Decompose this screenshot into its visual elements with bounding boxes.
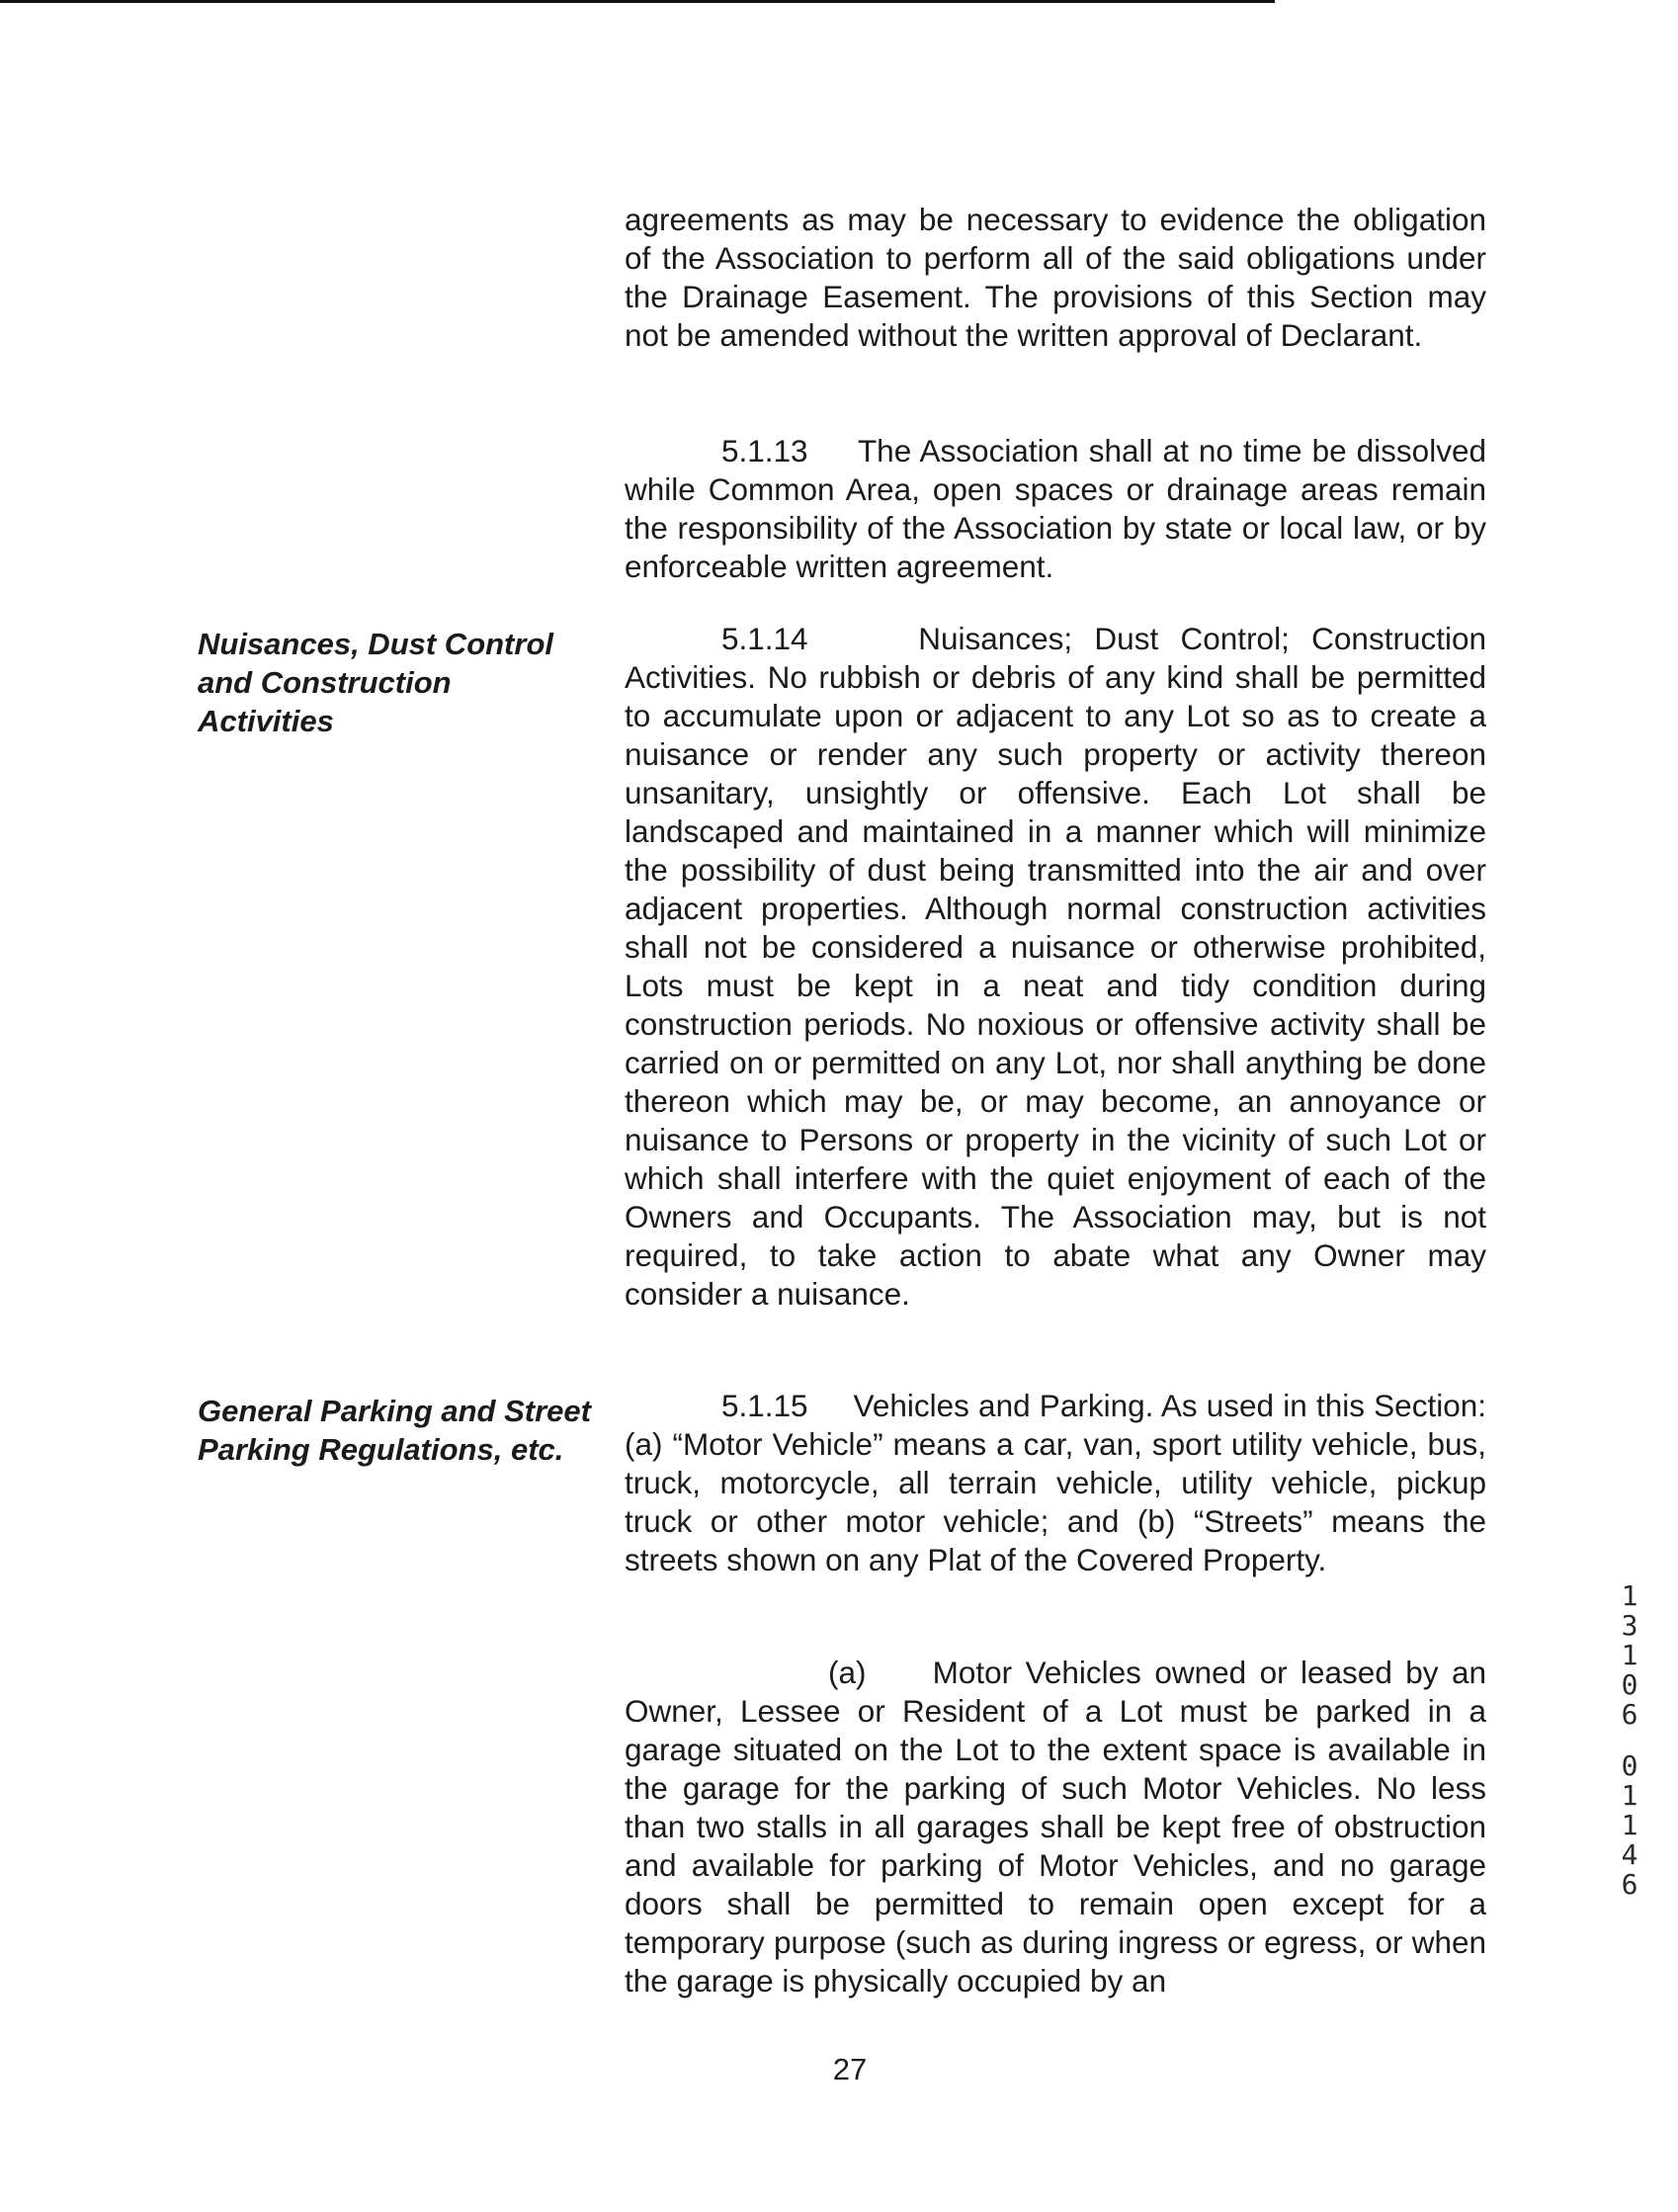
stamp-digit: 4 <box>1621 1838 1638 1871</box>
paragraph-text: Vehicles and Parking. As used in this Section: (a) “Motor Vehicle” means a car, van, sport utility vehicle, bus, truck, motorcycle, all terrain vehicle, utility vehicle, pickup truck or other motor vehicle; and (b) “Streets” means the streets shown on any Plat of the Covered Property. <box>625 1388 1486 1577</box>
paragraph-continuation <box>625 201 1486 355</box>
stamp-digit: 1 <box>1621 1809 1638 1841</box>
recording-stamp <box>1615 1581 1644 1900</box>
paragraph-text: Nuisances; Dust Control; Construction Activities. No rubbish or debris of any kind shall be permitted to accumulate upon or adjacent to any Lot so as to create a nuisance or render any such property or activity thereon unsanitary, unsightly or offensive. Each Lot shall be landscaped and maintained in a manner which will minimize the possibility of dust being transmitted into the air and over adjacent properties. Although normal construction activities shall not be considered a nuisance or otherwise prohibited, Lots must be kept in a neat and tidy condition during construction periods. No noxious or offensive activity shall be carried on or permitted on any Lot, nor shall anything be done thereon which may be, or may become, an annoyance or nuisance to Persons or property in the vicinity of such Lot or which shall interfere with the quiet enjoyment of each of the Owners and Occupants. The Association may, but is not required, to take action to abate what any Owner may consider a nuisance. <box>625 621 1486 1312</box>
section-5-1-14 <box>625 620 1486 1314</box>
stamp-digit: 1 <box>1621 1639 1638 1671</box>
stamp-digit: 6 <box>1621 1698 1638 1731</box>
margin-heading-parking: General Parking and Street Parking Regulations, etc. <box>198 1394 591 1467</box>
section-number: 5.1.14 <box>721 621 808 656</box>
section-5-1-13 <box>625 432 1486 586</box>
stamp-digit: 0 <box>1621 1749 1638 1782</box>
stamp-gap <box>1615 1730 1644 1751</box>
paragraph-text: Motor Vehicles owned or leased by an Owner, Lessee or Resident of a Lot must be parked in a garage situated on the Lot to the extent space is available in the garage for the parking of such Motor Vehicles. No less than two stalls in all garages shall be kept free of obstruction and available for parking of Motor Vehicles, and no garage doors shall be permitted to remain open except for a temporary purpose (such as during ingress or egress, or when the garage is physically occupied by an <box>625 1655 1486 1999</box>
stamp-digit: 1 <box>1621 1779 1638 1812</box>
stamp-digit: 6 <box>1621 1868 1638 1901</box>
section-number: 5.1.13 <box>721 433 808 468</box>
margin-heading-nuisances: Nuisances, Dust Control and Construction Activities <box>198 627 553 738</box>
top-rule <box>0 0 1275 3</box>
paragraph-text: agreements as may be necessary to evidence the obligation of the Association to perform all of the said obligations under the Drainage Easement. The provisions of this Section may not be amended without the written approval of Declarant. <box>625 202 1486 353</box>
stamp-digit: 0 <box>1621 1668 1638 1701</box>
subsection-label: (a) <box>828 1655 867 1690</box>
stamp-digit: 1 <box>1621 1579 1638 1612</box>
stamp-digit: 3 <box>1621 1609 1638 1642</box>
section-number: 5.1.15 <box>721 1388 808 1423</box>
paragraph-text: The Association shall at no time be dissolved while Common Area, open spaces or drainage areas remain the responsibility of the Association by state or local law, or by enforceable written agreement. <box>625 433 1486 584</box>
section-5-1-15 <box>625 1387 1486 1579</box>
page-number: 27 <box>832 2052 868 2086</box>
subsection-a <box>625 1654 1486 2000</box>
